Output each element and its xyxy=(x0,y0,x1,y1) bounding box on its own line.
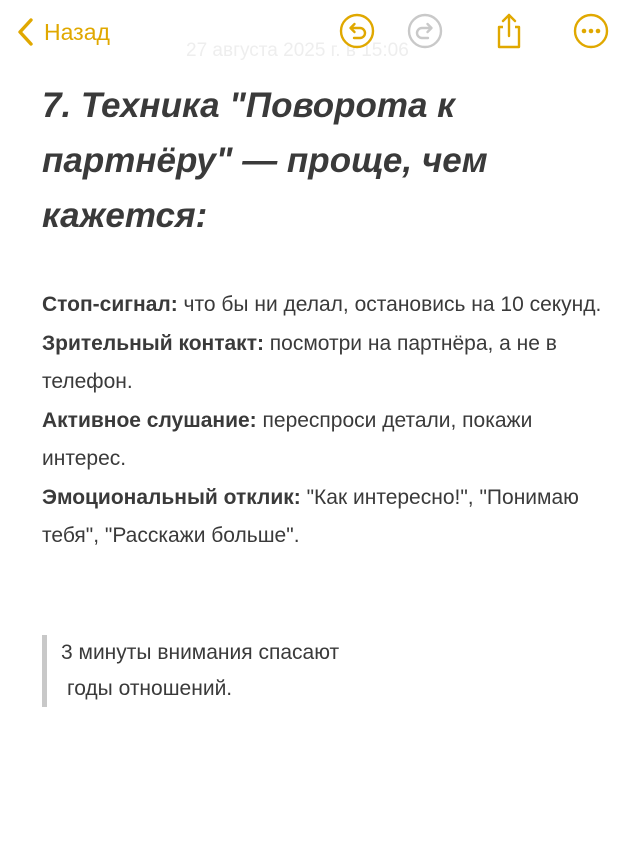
step-active-listening xyxy=(42,402,612,479)
note-date: 27 августа 2025 г. в 15:06 xyxy=(186,40,409,61)
undo-icon xyxy=(338,12,376,50)
toolbar xyxy=(0,0,640,62)
step-text: "Как интересно!", "Понимаю тебя", "Расскажи больше". xyxy=(42,485,579,547)
redo-icon xyxy=(406,12,444,50)
step-text: посмотри на партнёра, а не в телефон. xyxy=(42,331,557,393)
share-button[interactable] xyxy=(490,12,528,50)
note-body[interactable] xyxy=(42,286,612,556)
undo-button[interactable] xyxy=(338,12,376,50)
step-stop-signal xyxy=(42,286,612,325)
step-label: Эмоциональный отклик: xyxy=(42,485,301,509)
quote-line-2: годы отношений. xyxy=(67,677,233,700)
step-eye-contact xyxy=(42,325,612,402)
back-label: Назад xyxy=(44,18,110,45)
more-icon xyxy=(572,12,610,50)
step-text: что бы ни делал, остановись на 10 секунд. xyxy=(177,293,602,316)
step-text: переспроси детали, покажи интерес. xyxy=(42,408,533,470)
redo-button[interactable] xyxy=(406,12,444,50)
step-emotional-response xyxy=(42,479,612,556)
chevron-left-icon xyxy=(16,17,34,47)
block-quote[interactable] xyxy=(42,635,462,707)
step-label: Стоп-сигнал: xyxy=(42,293,178,316)
back-button[interactable] xyxy=(16,14,110,50)
share-icon xyxy=(490,12,528,50)
quote-line-1: 3 минуты внимания спасают xyxy=(61,641,340,664)
step-label: Зрительный контакт: xyxy=(42,331,264,355)
step-label: Активное слушание: xyxy=(42,408,257,432)
note-title[interactable]: 7. Техника "Поворота к партнёру" — проще, чем кажется: xyxy=(42,86,488,235)
more-button[interactable] xyxy=(572,12,610,50)
